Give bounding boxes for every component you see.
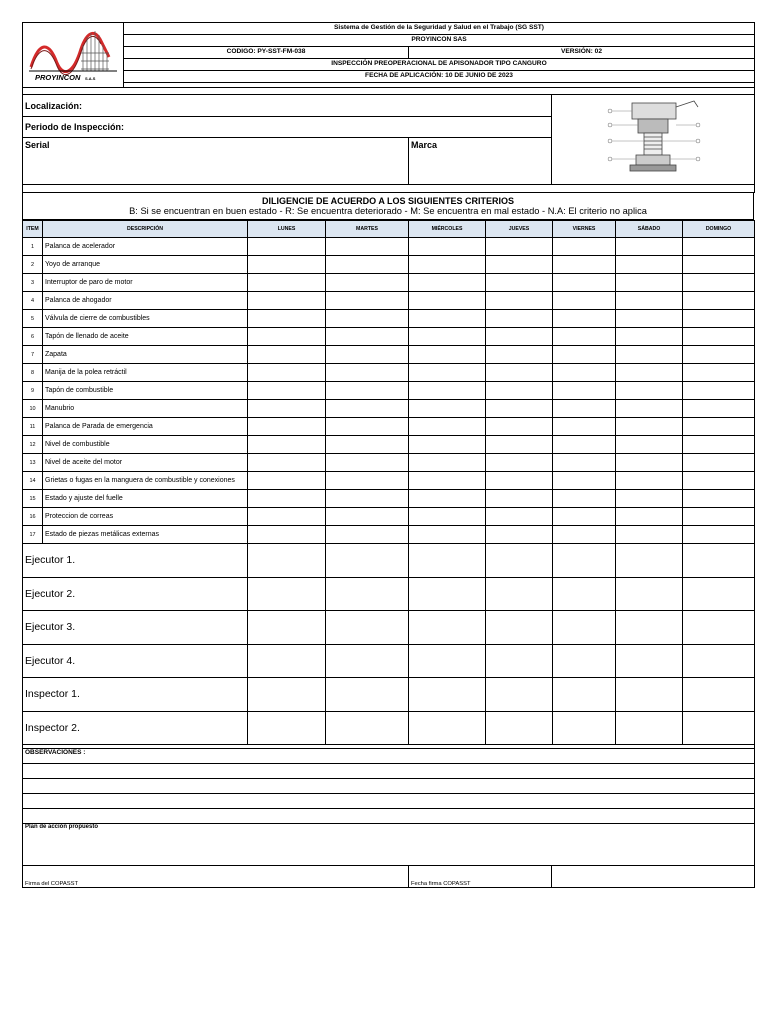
copasst-signature[interactable]: Firma del COPASST [23, 866, 409, 888]
day-check-cell[interactable] [683, 364, 755, 382]
signer-row [23, 644, 755, 678]
day-check-cell[interactable] [409, 274, 486, 292]
day-check-cell[interactable] [248, 526, 326, 544]
signer-row [23, 544, 755, 578]
item-number: 7 [23, 346, 43, 364]
signature-cell[interactable] [409, 644, 486, 678]
item-number: 17 [23, 526, 43, 544]
day-check-cell[interactable] [326, 256, 409, 274]
company-name: PROYINCON SAS [124, 34, 755, 46]
inspection-form [22, 22, 754, 888]
column-header: MARTES [326, 221, 409, 238]
day-check-cell[interactable] [486, 472, 553, 490]
day-check-cell[interactable] [683, 346, 755, 364]
day-check-cell[interactable] [486, 274, 553, 292]
day-check-cell[interactable] [683, 508, 755, 526]
day-check-cell[interactable] [486, 454, 553, 472]
item-description: Grietas o fugas en la manguera de combustible y conexiones [43, 472, 248, 490]
day-check-cell[interactable] [553, 400, 616, 418]
day-check-cell[interactable] [553, 238, 616, 256]
company-logo [23, 23, 124, 88]
day-check-cell[interactable] [616, 418, 683, 436]
day-check-cell[interactable] [683, 418, 755, 436]
day-check-cell[interactable] [553, 382, 616, 400]
criteria-legend: B: Si se encuentran en buen estado - R: Se encuentra deteriorado - M: Se encuentra en mal estado - N.A: El criterio no aplica [23, 206, 754, 220]
info-block [22, 88, 755, 193]
system-title: Sistema de Gestión de la Seguridad y Salud en el Trabajo (SG SST) [124, 23, 755, 35]
day-check-cell[interactable] [248, 328, 326, 346]
signature-cell[interactable] [486, 544, 553, 578]
day-check-cell[interactable] [409, 400, 486, 418]
day-check-cell[interactable] [616, 292, 683, 310]
day-check-cell[interactable] [616, 472, 683, 490]
signature-cell[interactable] [486, 678, 553, 712]
signature-cell[interactable] [616, 577, 683, 611]
day-check-cell[interactable] [409, 526, 486, 544]
equipment-photo [552, 95, 755, 185]
day-check-cell[interactable] [616, 400, 683, 418]
day-check-cell[interactable] [616, 256, 683, 274]
day-check-cell[interactable] [326, 310, 409, 328]
signature-cell[interactable] [248, 711, 326, 745]
day-check-cell[interactable] [486, 292, 553, 310]
item-description: Palanca de Parada de emergencia [43, 418, 248, 436]
day-check-cell[interactable] [553, 454, 616, 472]
day-check-cell[interactable] [486, 436, 553, 454]
day-check-cell[interactable] [683, 292, 755, 310]
svg-text:S.A.S: S.A.S [85, 76, 96, 81]
period-field[interactable]: Periodo de Inspección: [23, 117, 552, 138]
day-check-cell[interactable] [326, 346, 409, 364]
day-check-cell[interactable] [486, 490, 553, 508]
svg-text:PROYINCON: PROYINCON [35, 73, 81, 82]
day-check-cell[interactable] [248, 454, 326, 472]
day-check-cell[interactable] [486, 508, 553, 526]
signer-label: Inspector 2. [23, 711, 248, 745]
day-check-cell[interactable] [409, 364, 486, 382]
day-check-cell[interactable] [553, 364, 616, 382]
day-check-cell[interactable] [683, 472, 755, 490]
item-number: 9 [23, 382, 43, 400]
signature-cell[interactable] [616, 611, 683, 645]
table-row [23, 274, 755, 292]
column-header: VIERNES [553, 221, 616, 238]
signature-cell[interactable] [683, 611, 755, 645]
table-row [23, 364, 755, 382]
day-check-cell[interactable] [616, 274, 683, 292]
signature-cell[interactable] [486, 577, 553, 611]
day-check-cell[interactable] [409, 382, 486, 400]
day-check-cell[interactable] [248, 364, 326, 382]
day-check-cell[interactable] [553, 292, 616, 310]
item-number: 13 [23, 454, 43, 472]
day-check-cell[interactable] [553, 328, 616, 346]
table-row [23, 346, 755, 364]
day-check-cell[interactable] [486, 400, 553, 418]
signer-row [23, 711, 755, 745]
signature-cell[interactable] [326, 544, 409, 578]
info-spacer-bottom [23, 185, 755, 193]
day-check-cell[interactable] [248, 346, 326, 364]
signature-cell[interactable] [553, 544, 616, 578]
day-check-cell[interactable] [486, 418, 553, 436]
day-check-cell[interactable] [486, 328, 553, 346]
day-check-cell[interactable] [683, 526, 755, 544]
signature-cell[interactable] [326, 678, 409, 712]
day-check-cell[interactable] [326, 472, 409, 490]
day-check-cell[interactable] [248, 310, 326, 328]
day-check-cell[interactable] [553, 310, 616, 328]
item-description: Estado y ajuste del fuelle [43, 490, 248, 508]
day-check-cell[interactable] [553, 346, 616, 364]
item-number: 5 [23, 310, 43, 328]
item-number: 4 [23, 292, 43, 310]
item-description: Zapata [43, 346, 248, 364]
column-header: DOMINGO [683, 221, 755, 238]
signature-cell[interactable] [616, 678, 683, 712]
table-row [23, 292, 755, 310]
day-check-cell[interactable] [248, 382, 326, 400]
location-field[interactable]: Localización: [23, 95, 552, 117]
criteria-block [22, 193, 754, 220]
signer-label: Inspector 1. [23, 678, 248, 712]
signature-cell[interactable] [553, 611, 616, 645]
table-row [23, 472, 755, 490]
copasst-date[interactable]: Fecha firma COPASST [409, 866, 552, 888]
signature-cell[interactable] [409, 678, 486, 712]
brand-field[interactable]: Marca [409, 138, 552, 185]
day-check-cell[interactable] [553, 256, 616, 274]
signature-cell[interactable] [248, 644, 326, 678]
signature-cell[interactable] [326, 711, 409, 745]
day-check-cell[interactable] [616, 508, 683, 526]
day-check-cell[interactable] [553, 472, 616, 490]
item-description: Tapón de llenado de aceite [43, 328, 248, 346]
day-check-cell[interactable] [409, 436, 486, 454]
day-check-cell[interactable] [409, 454, 486, 472]
day-check-cell[interactable] [248, 436, 326, 454]
item-description: Manubrio [43, 400, 248, 418]
column-header: SÁBADO [616, 221, 683, 238]
day-check-cell[interactable] [683, 454, 755, 472]
day-check-cell[interactable] [616, 310, 683, 328]
inspection-table [22, 220, 755, 745]
day-check-cell[interactable] [326, 454, 409, 472]
table-row [23, 526, 755, 544]
day-check-cell[interactable] [409, 292, 486, 310]
item-description: Tapón de combustible [43, 382, 248, 400]
day-check-cell[interactable] [409, 490, 486, 508]
day-check-cell[interactable] [616, 490, 683, 508]
signature-cell[interactable] [553, 678, 616, 712]
day-check-cell[interactable] [683, 328, 755, 346]
day-check-cell[interactable] [326, 364, 409, 382]
day-check-cell[interactable] [553, 418, 616, 436]
table-header-row [23, 221, 755, 238]
item-description: Proteccion de correas [43, 508, 248, 526]
day-check-cell[interactable] [326, 508, 409, 526]
day-check-cell[interactable] [409, 310, 486, 328]
day-check-cell[interactable] [553, 274, 616, 292]
day-check-cell[interactable] [553, 508, 616, 526]
serial-field[interactable]: Serial [23, 138, 409, 185]
observations-line-4[interactable] [23, 809, 755, 824]
signature-cell[interactable] [409, 711, 486, 745]
item-description: Nivel de combustible [43, 436, 248, 454]
signature-cell[interactable] [683, 644, 755, 678]
signature-cell[interactable] [683, 678, 755, 712]
signature-cell[interactable] [553, 577, 616, 611]
form-code: CODIGO: PY-SST-FM-038 [124, 46, 409, 58]
item-description: Palanca de ahogador [43, 292, 248, 310]
day-check-cell[interactable] [486, 382, 553, 400]
signature-cell[interactable] [326, 577, 409, 611]
signature-cell[interactable] [486, 644, 553, 678]
day-check-cell[interactable] [248, 256, 326, 274]
signature-cell[interactable] [486, 611, 553, 645]
signature-cell[interactable] [616, 544, 683, 578]
item-number: 11 [23, 418, 43, 436]
day-check-cell[interactable] [683, 256, 755, 274]
day-check-cell[interactable] [616, 238, 683, 256]
day-check-cell[interactable] [248, 472, 326, 490]
item-number: 16 [23, 508, 43, 526]
table-row [23, 418, 755, 436]
day-check-cell[interactable] [683, 436, 755, 454]
observations-label[interactable]: OBSERVACIONES : [23, 749, 755, 764]
day-check-cell[interactable] [486, 346, 553, 364]
day-check-cell[interactable] [616, 526, 683, 544]
item-number: 8 [23, 364, 43, 382]
signer-label: Ejecutor 2. [23, 577, 248, 611]
day-check-cell[interactable] [683, 310, 755, 328]
day-check-cell[interactable] [409, 346, 486, 364]
column-header: MIÉRCOLES [409, 221, 486, 238]
day-check-cell[interactable] [248, 490, 326, 508]
signer-row [23, 678, 755, 712]
day-check-cell[interactable] [486, 526, 553, 544]
signature-cell[interactable] [486, 711, 553, 745]
item-description: Palanca de acelerador [43, 238, 248, 256]
table-row [23, 508, 755, 526]
observations-block [22, 745, 755, 888]
day-check-cell[interactable] [683, 400, 755, 418]
roller-coaster-logo-icon [25, 23, 121, 83]
item-number: 3 [23, 274, 43, 292]
day-check-cell[interactable] [326, 436, 409, 454]
form-version: VERSIÓN: 02 [409, 46, 755, 58]
application-date: FECHA DE APLICACIÓN: 10 DE JUNIO DE 2023 [124, 70, 755, 82]
day-check-cell[interactable] [326, 526, 409, 544]
day-check-cell[interactable] [248, 238, 326, 256]
signature-cell[interactable] [326, 611, 409, 645]
item-number: 14 [23, 472, 43, 490]
day-check-cell[interactable] [409, 256, 486, 274]
day-check-cell[interactable] [248, 292, 326, 310]
day-check-cell[interactable] [326, 292, 409, 310]
day-check-cell[interactable] [486, 256, 553, 274]
signer-label: Ejecutor 4. [23, 644, 248, 678]
day-check-cell[interactable] [616, 364, 683, 382]
day-check-cell[interactable] [616, 346, 683, 364]
item-description: Nivel de aceite del motor [43, 454, 248, 472]
day-check-cell[interactable] [616, 454, 683, 472]
signature-cell[interactable] [326, 644, 409, 678]
item-description: Estado de piezas metálicas externas [43, 526, 248, 544]
signature-cell[interactable] [553, 644, 616, 678]
criteria-title: DILIGENCIE DE ACUERDO A LOS SIGUIENTES CRITERIOS [23, 193, 754, 206]
day-check-cell[interactable] [486, 310, 553, 328]
day-check-cell[interactable] [409, 328, 486, 346]
item-number: 10 [23, 400, 43, 418]
day-check-cell[interactable] [409, 508, 486, 526]
day-check-cell[interactable] [326, 238, 409, 256]
day-check-cell[interactable] [248, 508, 326, 526]
day-check-cell[interactable] [409, 472, 486, 490]
item-number: 12 [23, 436, 43, 454]
signature-cell[interactable] [683, 544, 755, 578]
observations-line-1[interactable] [23, 764, 755, 779]
day-check-cell[interactable] [683, 490, 755, 508]
signature-cell[interactable] [248, 577, 326, 611]
table-row [23, 256, 755, 274]
tamper-machine-icon [598, 97, 708, 181]
day-check-cell[interactable] [553, 436, 616, 454]
form-title: INSPECCIÓN PREOPERACIONAL DE APISONADOR TIPO CANGURO [124, 58, 755, 70]
signature-cell[interactable] [683, 711, 755, 745]
item-number: 6 [23, 328, 43, 346]
day-check-cell[interactable] [486, 238, 553, 256]
signer-row [23, 611, 755, 645]
column-header: ITEM [23, 221, 43, 238]
signature-cell[interactable] [409, 577, 486, 611]
action-plan-field[interactable]: Plan de acción propuesto [23, 824, 755, 866]
day-check-cell[interactable] [326, 418, 409, 436]
table-row [23, 400, 755, 418]
table-row [23, 454, 755, 472]
item-description: Válvula de cierre de combustibles [43, 310, 248, 328]
day-check-cell[interactable] [326, 274, 409, 292]
item-description: Yoyo de arranque [43, 256, 248, 274]
day-check-cell[interactable] [248, 400, 326, 418]
signature-cell[interactable] [248, 544, 326, 578]
day-check-cell[interactable] [553, 526, 616, 544]
signer-row [23, 577, 755, 611]
signature-cell[interactable] [616, 644, 683, 678]
signature-cell[interactable] [248, 611, 326, 645]
signature-cell[interactable] [616, 711, 683, 745]
copasst-extra[interactable] [552, 866, 755, 888]
day-check-cell[interactable] [248, 274, 326, 292]
column-header: LUNES [248, 221, 326, 238]
day-check-cell[interactable] [409, 238, 486, 256]
observations-line-3[interactable] [23, 794, 755, 809]
signature-cell[interactable] [409, 611, 486, 645]
table-row [23, 328, 755, 346]
signer-label: Ejecutor 3. [23, 611, 248, 645]
table-row [23, 490, 755, 508]
table-row [23, 238, 755, 256]
table-row [23, 436, 755, 454]
signature-cell[interactable] [553, 711, 616, 745]
column-header: DESCRIPCIÓN [43, 221, 248, 238]
item-description: Interruptor de paro de motor [43, 274, 248, 292]
item-description: Manija de la polea retráctil [43, 364, 248, 382]
day-check-cell[interactable] [326, 490, 409, 508]
item-number: 2 [23, 256, 43, 274]
day-check-cell[interactable] [326, 328, 409, 346]
column-header: JUEVES [486, 221, 553, 238]
day-check-cell[interactable] [616, 382, 683, 400]
signature-cell[interactable] [248, 678, 326, 712]
header-spacer [124, 82, 755, 87]
signer-label: Ejecutor 1. [23, 544, 248, 578]
signature-cell[interactable] [409, 544, 486, 578]
item-number: 1 [23, 238, 43, 256]
day-check-cell[interactable] [616, 436, 683, 454]
day-check-cell[interactable] [616, 328, 683, 346]
day-check-cell[interactable] [409, 418, 486, 436]
day-check-cell[interactable] [683, 274, 755, 292]
observations-line-2[interactable] [23, 779, 755, 794]
day-check-cell[interactable] [326, 400, 409, 418]
table-row [23, 310, 755, 328]
day-check-cell[interactable] [683, 382, 755, 400]
signature-cell[interactable] [683, 577, 755, 611]
day-check-cell[interactable] [248, 418, 326, 436]
form-header [22, 22, 755, 88]
day-check-cell[interactable] [326, 382, 409, 400]
day-check-cell[interactable] [486, 364, 553, 382]
item-number: 15 [23, 490, 43, 508]
day-check-cell[interactable] [683, 238, 755, 256]
day-check-cell[interactable] [553, 490, 616, 508]
table-row [23, 382, 755, 400]
